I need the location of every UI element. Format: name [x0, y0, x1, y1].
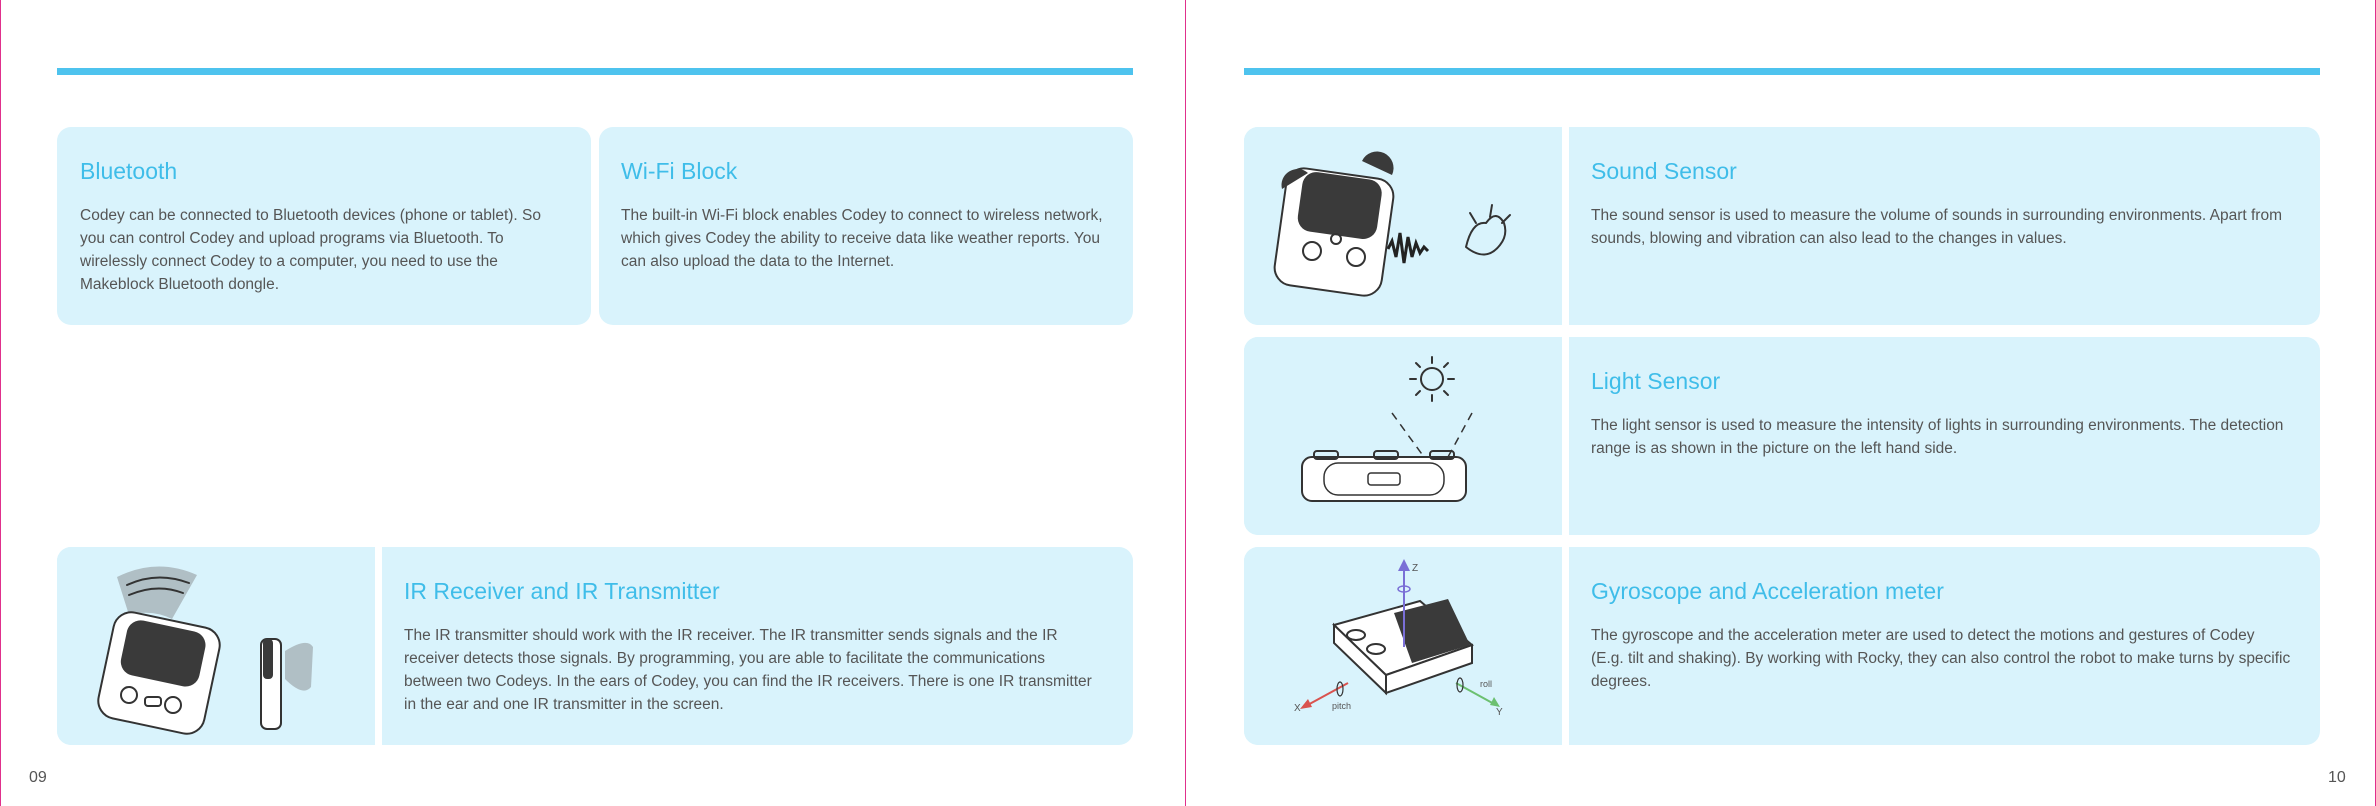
sound-text: The sound sensor is used to measure the volume of sounds in surrounding environments. Apart from sounds, blowing and vibration can also lead to the changes in values.	[1591, 207, 2282, 247]
gyro-separator	[1562, 547, 1569, 745]
accent-bar	[1244, 68, 2320, 75]
codey-ir-illustration	[57, 547, 375, 745]
page-10	[1186, 0, 2376, 806]
axis-y-label: Y	[1496, 707, 1503, 718]
bluetooth-card	[57, 127, 591, 325]
axis-x-label: X	[1294, 703, 1301, 714]
codey-light-illustration	[1244, 337, 1562, 535]
gyro-card	[1244, 547, 2320, 745]
axis-pitch-label: pitch	[1332, 701, 1352, 711]
ir-card	[57, 547, 1133, 745]
gyro-illustration-panel	[1244, 547, 1562, 745]
ir-separator	[375, 547, 382, 745]
ir-text: The IR transmitter should work with the IR receiver. The IR transmitter sends signals and the IR receiver detects those signals. By programming, you are able to facilitate the communications between two Codeys. In the ears of Codey, you can find the IR receivers. There is one IR transmitter in the ear and one IR transmitter in the screen.	[404, 627, 1092, 713]
codey-gyro-illustration	[1244, 547, 1562, 745]
axis-roll-label: roll	[1480, 679, 1493, 689]
ir-title: IR Receiver and IR Transmitter	[404, 578, 720, 604]
sound-illustration-panel	[1244, 127, 1562, 325]
wifi-card	[599, 127, 1133, 325]
light-text: The light sensor is used to measure the intensity of lights in surrounding environments. The detection range is as shown in the picture on the left hand side.	[1591, 417, 2284, 457]
gyro-title: Gyroscope and Acceleration meter	[1591, 578, 1944, 604]
light-illustration-panel	[1244, 337, 1562, 535]
wifi-title: Wi-Fi Block	[621, 158, 738, 184]
axis-z-label: Z	[1412, 563, 1419, 574]
page-number-right: 10	[2328, 769, 2346, 786]
wifi-text: The built-in Wi-Fi block enables Codey to connect to wireless network, which gives Codey the ability to receive data like weather reports. You can also upload the data to the Internet.	[621, 207, 1103, 270]
light-card	[1244, 337, 2320, 535]
light-title: Light Sensor	[1591, 368, 1721, 394]
light-separator	[1562, 337, 1569, 535]
gyro-text: The gyroscope and the acceleration meter are used to detect the motions and gestures of Codey (E.g. tilt and shaking). By working with Rocky, they can also control the robot to make turns by specific degrees.	[1591, 627, 2291, 690]
codey-sound-illustration	[1244, 127, 1562, 325]
bluetooth-text: Codey can be connected to Bluetooth devices (phone or tablet). So you can control Codey and upload programs via Bluetooth. To wirelessly connect Codey to a computer, you need to use the Makeblock Bluetooth dongle.	[80, 207, 541, 293]
sound-separator	[1562, 127, 1569, 325]
sound-card	[1244, 127, 2320, 325]
sound-title: Sound Sensor	[1591, 158, 1737, 184]
page-number-left: 09	[29, 769, 47, 786]
ir-illustration-panel	[57, 547, 375, 745]
page-09	[0, 0, 1186, 806]
bluetooth-title: Bluetooth	[80, 158, 178, 184]
accent-bar	[57, 68, 1133, 75]
